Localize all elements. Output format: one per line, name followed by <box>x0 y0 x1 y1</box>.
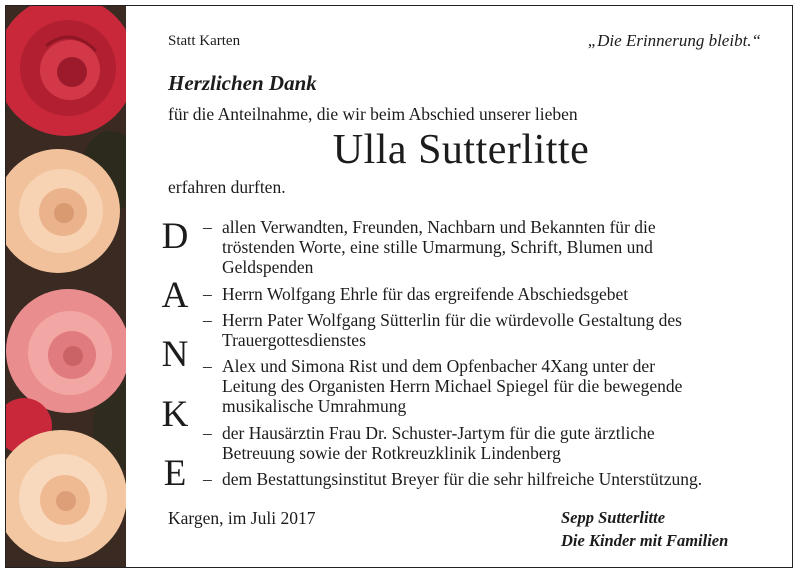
signature-line1: Sepp Sutterlitte <box>561 508 666 527</box>
acrostic-letter-d: D <box>161 216 189 257</box>
thanks-item-line: allen Verwandten, Freunden, Nachbarn und Bekannten für die <box>222 217 656 237</box>
peach-rose-bottom <box>6 430 126 562</box>
list-dash: – <box>203 356 212 376</box>
roses-image <box>6 6 126 567</box>
thanks-item-line: Alex und Simona Rist und dem Opfenbacher 4Xang unter der <box>222 356 656 376</box>
acrostic-letter-e: E <box>163 453 187 494</box>
acrostic-letter-k: K <box>161 394 189 435</box>
thanks-item-line: dem Bestattungsinstitut Breyer für die sehr hilfreiche Unterstützung. <box>222 469 703 489</box>
thanks-item-line: Leitung des Organisten Herrn Michael Spiegel für die bewegende <box>222 376 683 396</box>
thanks-item-line: Betreuung sowie der Rotkreuzklinik Lindenberg <box>222 443 561 463</box>
acrostic-letter-a: A <box>161 275 189 316</box>
list-dash: – <box>203 423 212 443</box>
list-dash: – <box>203 217 212 237</box>
thanks-item-line: Herrn Pater Wolfgang Sütterlin für die würdevolle Gestaltung des <box>222 310 682 330</box>
intro-text: für die Anteilnahme, die wir beim Abschied unserer lieben <box>168 104 578 124</box>
signature-line2: Die Kinder mit Familien <box>561 531 729 550</box>
thanks-item-line: der Hausärztin Frau Dr. Schuster-Jartym für die gute ärztliche <box>222 423 655 443</box>
thanks-item-line: Geldspenden <box>222 257 314 277</box>
motto: „Die Erinnerung bleibt.“ <box>587 31 761 50</box>
thanks-item-line: musikalische Umrahmung <box>222 396 407 416</box>
thanks-item-line: Herrn Wolfgang Ehrle für das ergreifende Abschiedsgebet <box>222 284 629 304</box>
list-dash: – <box>203 284 212 304</box>
pink-rose <box>6 289 126 413</box>
red-rose-top <box>6 6 126 136</box>
thanks-item-line: tröstenden Worte, eine stille Umarmung, Schrift, Blumen und <box>222 237 653 257</box>
list-dash: – <box>203 310 212 330</box>
thanks-item-line: Trauergottesdienstes <box>222 330 366 350</box>
intro-end-text: erfahren durften. <box>168 177 286 197</box>
list-dash: – <box>203 469 212 489</box>
statt-karten-label: Statt Karten <box>168 33 241 49</box>
deceased-name: Ulla Sutterlitte <box>332 127 590 173</box>
thanks-heading: Herzlichen Dank <box>168 71 317 95</box>
acrostic-letter-n: N <box>161 334 189 375</box>
place-date: Kargen, im Juli 2017 <box>168 508 316 528</box>
